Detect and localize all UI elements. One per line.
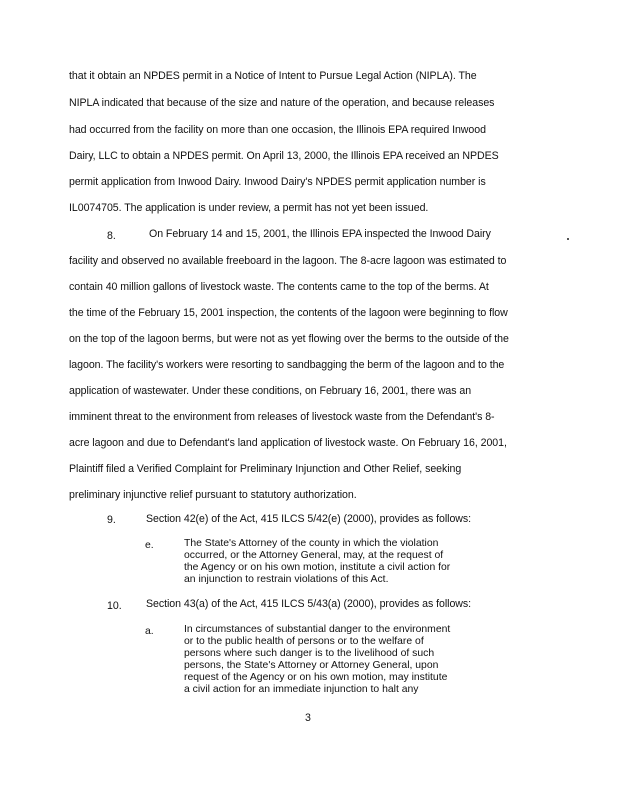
body-text-line: Plaintiff filed a Verified Complaint for Preliminary Injunction and Other Relief, seeking	[69, 463, 462, 475]
scan-speck	[567, 238, 569, 240]
quote-line: request of the Agency or on his own motion, may institute	[184, 672, 448, 683]
body-text-line: IL0074705. The application is under review, a permit has not yet been issued.	[69, 202, 429, 214]
body-text-line: On February 14 and 15, 2001, the Illinois EPA inspected the Inwood Dairy	[149, 228, 491, 240]
body-text-line: lagoon. The facility's workers were resorting to sandbagging the berm of the lagoon and to the	[69, 359, 505, 371]
body-text-line: Dairy, LLC to obtain a NPDES permit. On April 13, 2000, the Illinois EPA received an NPDES	[69, 150, 499, 162]
body-text-line: on the top of the lagoon berms, but were not as yet flowing over the berms to the outside of the	[69, 333, 509, 345]
body-text-line: NIPLA indicated that because of the size and nature of the operation, and because releases	[69, 97, 495, 109]
quote-line: persons where such danger is to the livelihood of such	[184, 648, 435, 659]
body-text-line: acre lagoon and due to Defendant's land application of livestock waste. On February 16, 2001,	[69, 437, 507, 449]
quote-line: occurred, or the Attorney General, may, at the request of	[184, 550, 444, 561]
paragraph-number-8: 8.	[107, 230, 116, 242]
page-number: 3	[305, 712, 311, 724]
quote-line: The State's Attorney of the county in which the violation	[184, 538, 439, 549]
body-text-line: imminent threat to the environment from releases of livestock waste from the Defendant's 8-	[69, 411, 495, 423]
body-text-line: permit application from Inwood Dairy. Inwood Dairy's NPDES permit application number is	[69, 176, 486, 188]
body-text-line: preliminary injunctive relief pursuant to statutory authorization.	[69, 489, 357, 501]
body-text-line: Section 43(a) of the Act, 415 ILCS 5/43(a) (2000), provides as follows:	[146, 598, 472, 610]
body-text-line: had occurred from the facility on more than one occasion, the Illinois EPA required Inwood	[69, 124, 486, 136]
quote-item-letter: a.	[145, 626, 154, 637]
paragraph-number-9: 9.	[107, 514, 116, 526]
quote-line: the Agency or on his own motion, institute a civil action for	[184, 562, 451, 573]
body-text-line: Section 42(e) of the Act, 415 ILCS 5/42(e) (2000), provides as follows:	[146, 513, 472, 525]
quote-line: persons, the State's Attorney or Attorney General, upon	[184, 660, 439, 671]
body-text-line: contain 40 million gallons of livestock waste. The contents came to the top of the berms. At	[69, 281, 489, 293]
body-text-line: that it obtain an NPDES permit in a Notice of Intent to Pursue Legal Action (NIPLA). The	[69, 70, 477, 82]
quote-line: or to the public health of persons or to the welfare of	[184, 636, 424, 647]
quote-line: a civil action for an immediate injunction to halt any	[184, 684, 419, 695]
body-text-line: application of wastewater. Under these conditions, on February 16, 2001, there was an	[69, 385, 472, 397]
body-text-line: facility and observed no available freeboard in the lagoon. The 8-acre lagoon was estimated to	[69, 255, 507, 267]
quote-line: In circumstances of substantial danger to the environment	[184, 624, 451, 635]
quote-item-letter: e.	[145, 540, 154, 551]
quote-line: an injunction to restrain violations of this Act.	[184, 574, 389, 585]
body-text-line: the time of the February 15, 2001 inspection, the contents of the lagoon were beginning to flow	[69, 307, 508, 319]
paragraph-number-10: 10.	[107, 600, 122, 612]
